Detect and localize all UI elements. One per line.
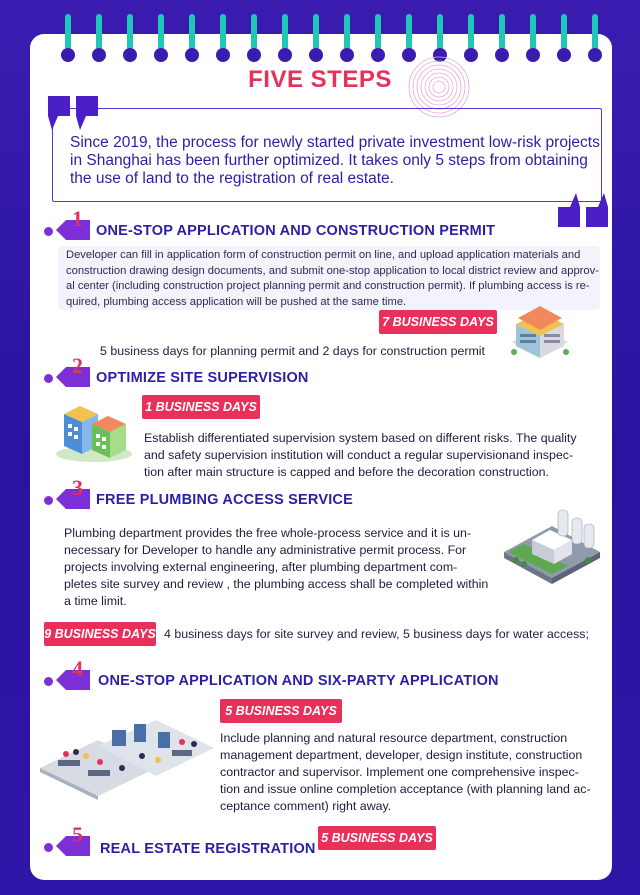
duration-badge: 9 BUSINESS DAYS (44, 622, 156, 646)
step-number: 1 (72, 206, 83, 231)
duration-badge: 5 BUSINESS DAYS (220, 699, 342, 723)
description-line: ceptance comment) right away. (220, 799, 392, 813)
description-line: Include planning and natural resource department, construction (220, 731, 568, 745)
step-heading: ONE-STOP APPLICATION AND SIX-PARTY APPLICATION (98, 673, 499, 689)
description-line: a time limit. (64, 594, 127, 608)
description-line: Developer can fill in application form of construction permit on line, and upload application materials and (66, 249, 581, 261)
ring-icon (216, 14, 230, 62)
office-icon (38, 716, 216, 814)
description-line: Establish differentiated supervision system based on different risks. The quality (144, 431, 577, 445)
description-line: Plumbing department provides the free whole-process service and it is un- (64, 526, 472, 540)
ring-icon (340, 14, 354, 62)
step-heading: OPTIMIZE SITE SUPERVISION (96, 370, 309, 386)
description-line: tion and issue online completion acceptance (with planning land ac- (220, 782, 591, 796)
ring-icon (185, 14, 199, 62)
ring-icon (588, 14, 602, 62)
ring-icon (61, 14, 75, 62)
ring-icon (309, 14, 323, 62)
description-line: and safety supervision institution will conduct a regular supervisionand inspec- (144, 448, 574, 462)
description-line: management department, developer, design institute, construction (220, 748, 583, 762)
step-number: 4 (72, 656, 83, 681)
binder-rings (0, 14, 640, 66)
description-line: construction drawing design documents, and submit one-stop application to local district review and approv- (66, 264, 599, 277)
factory-icon (502, 500, 602, 588)
ring-icon (92, 14, 106, 62)
duration-badge: 7 BUSINESS DAYS (379, 310, 497, 334)
bullet-dot (44, 496, 53, 505)
description-line: al center (including construction project planning permit and construction permit). If plumbing access is re- (66, 280, 590, 292)
ring-icon (464, 14, 478, 62)
ring-icon (123, 14, 137, 62)
page-title: FIVE STEPS (248, 66, 392, 93)
ring-icon (371, 14, 385, 62)
description-line: contractor and supervisor. Implement one comprehensive inspec- (220, 765, 579, 779)
description-line: necessary for Developer to handle any administrative permit process. For (64, 543, 467, 557)
bullet-dot (44, 843, 53, 852)
bullet-dot (44, 227, 53, 236)
step-heading: FREE PLUMBING ACCESS SERVICE (96, 492, 353, 508)
duration-note: 4 business days for site survey and review, 5 business days for water access; (164, 627, 589, 641)
ring-icon (526, 14, 540, 62)
bullet-dot (44, 677, 53, 686)
step-number: 5 (72, 822, 83, 847)
ring-icon (495, 14, 509, 62)
step-description (144, 430, 608, 481)
ring-icon (154, 14, 168, 62)
description-line: tion after main structure is capped and before the decoration construction. (144, 465, 549, 479)
open-quote-icon (46, 92, 102, 132)
ring-icon (247, 14, 261, 62)
ring-icon (433, 14, 447, 62)
description-line: projects involving external engineering, after plumbing department com- (64, 560, 458, 574)
description-line: pletes site survey and review , the plumbing access shall be completed within (64, 577, 489, 591)
bullet-dot (44, 374, 53, 383)
building-icon (508, 302, 572, 372)
close-quote-icon (556, 193, 610, 231)
ring-icon (278, 14, 292, 62)
step-description (220, 730, 610, 815)
description-line: quired, plumbing access application will be pushed at the same time. (66, 295, 407, 308)
apartment-icon (52, 400, 134, 464)
duration-note: 5 business days for planning permit and 2 days for construction permit (100, 344, 485, 358)
step-number: 2 (72, 353, 83, 378)
step-description (64, 525, 494, 610)
ring-icon (557, 14, 571, 62)
step-number: 3 (72, 475, 83, 500)
step-heading: REAL ESTATE REGISTRATION (100, 841, 316, 857)
duration-badge: 1 BUSINESS DAYS (142, 395, 260, 419)
duration-badge: 5 BUSINESS DAYS (318, 826, 436, 850)
step-heading: ONE-STOP APPLICATION AND CONSTRUCTION PERMIT (96, 223, 496, 239)
ring-icon (402, 14, 416, 62)
intro-text: Since 2019, the process for newly started private investment low-risk projects in Shanghai has been further optimized. It takes only 5 steps from obtaining the use of land to the registration of real estate. (70, 134, 600, 187)
step-description (66, 248, 606, 310)
